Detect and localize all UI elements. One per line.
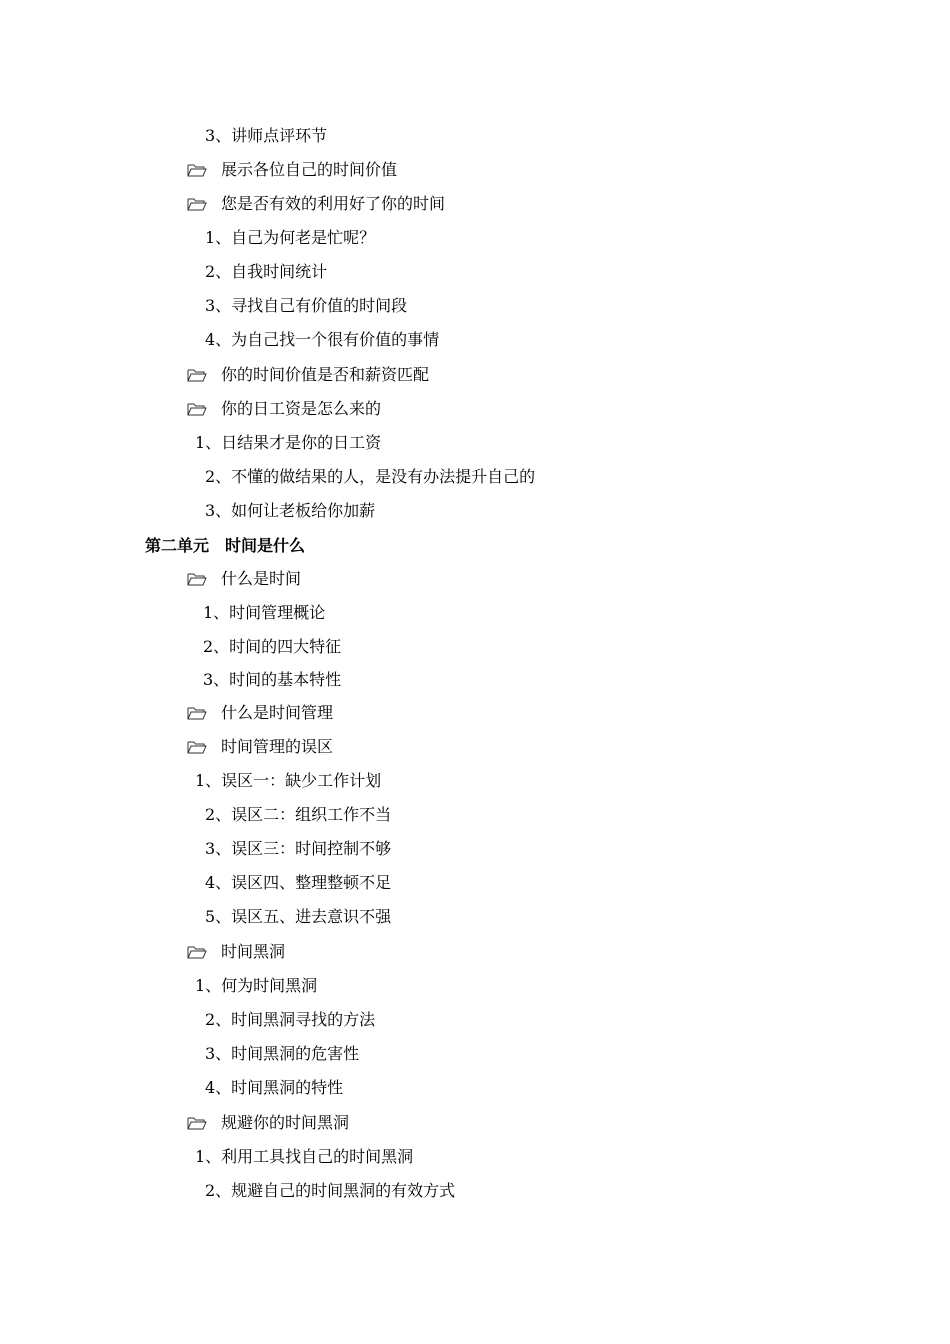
folder-icon [187,740,207,754]
list-item: 1、利用工具找自己的时间黑洞 [195,1147,414,1166]
unit-heading: 第二单元 时间是什么 [145,536,306,555]
list-item: 1、自己为何老是忙呢？ [205,228,376,247]
list-item: 2、时间黑洞寻找的方法 [205,1010,376,1029]
list-item: 2、不懂的做结果的人，是没有办法提升自己的 [205,467,536,486]
list-item: 3、讲师点评环节 [205,126,328,145]
section-item: 您是否有效的利用好了你的时间 [221,194,446,213]
list-item: 2、规避自己的时间黑洞的有效方式 [205,1181,456,1200]
list-item: 4、为自己找一个很有价值的事情 [205,330,440,349]
list-item: 3、寻找自己有价值的时间段 [205,296,408,315]
section-item: 规避你的时间黑洞 [221,1113,350,1132]
section-item: 你的时间价值是否和薪资匹配 [221,365,430,384]
folder-icon [187,706,207,720]
folder-icon [187,1116,207,1130]
list-item: 1、日结果才是你的日工资 [195,433,382,452]
list-item: 3、时间黑洞的危害性 [205,1044,360,1063]
list-item: 2、时间的四大特征 [203,637,342,656]
folder-icon [187,945,207,959]
section-item: 什么是时间管理 [221,703,334,722]
section-item: 时间管理的误区 [221,737,334,756]
folder-icon [187,368,207,382]
list-item: 4、误区四、整理整顿不足 [205,873,392,892]
list-item: 3、如何让老板给你加薪 [205,501,376,520]
list-item: 2、自我时间统计 [205,262,328,281]
list-item: 3、时间的基本特性 [203,670,342,689]
list-item: 2、误区二：组织工作不当 [205,805,392,824]
section-item: 展示各位自己的时间价值 [221,160,398,179]
folder-icon [187,572,207,586]
list-item: 1、误区一：缺少工作计划 [195,771,382,790]
list-item: 1、何为时间黑洞 [195,976,318,995]
section-item: 你的日工资是怎么来的 [221,399,382,418]
section-item: 时间黑洞 [221,942,286,961]
section-item: 什么是时间 [221,569,302,588]
folder-icon [187,197,207,211]
list-item: 4、时间黑洞的特性 [205,1078,344,1097]
list-item: 1、时间管理概论 [203,603,326,622]
list-item: 5、误区五、进去意识不强 [205,907,392,926]
folder-icon [187,402,207,416]
folder-icon [187,163,207,177]
list-item: 3、误区三：时间控制不够 [205,839,392,858]
